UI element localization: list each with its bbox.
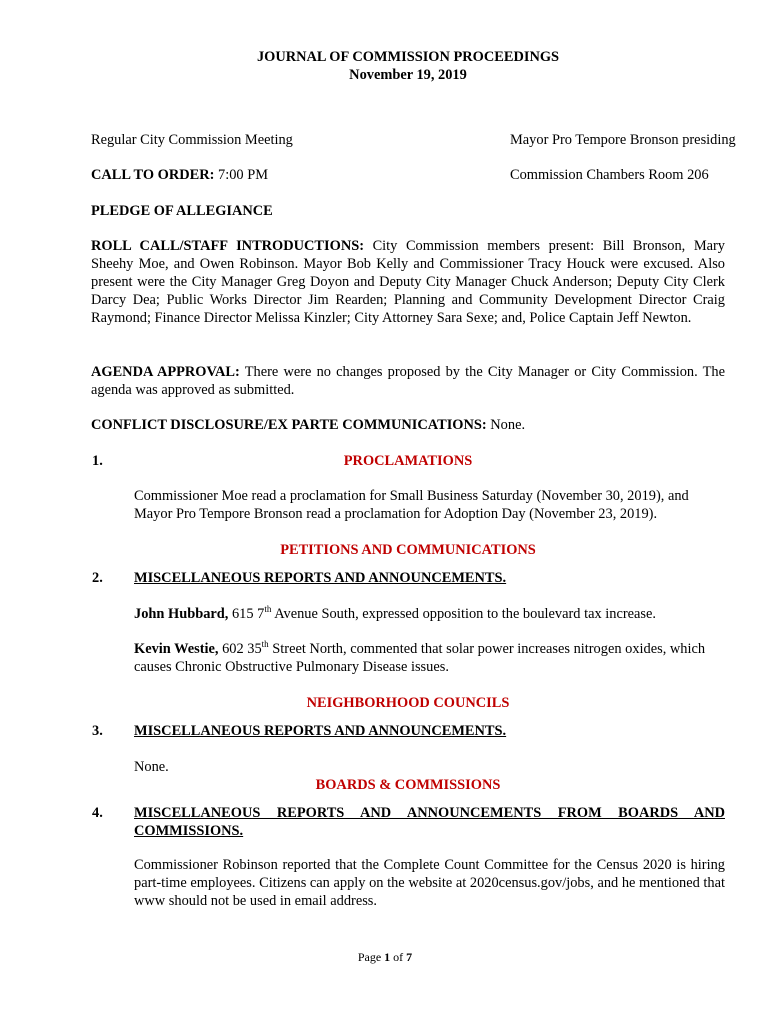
call-to-order-label: CALL TO ORDER: <box>91 167 215 183</box>
item-2-number: 2. <box>92 570 103 586</box>
speaker-address-hubbard: 615 7 <box>228 606 265 622</box>
journal-title: JOURNAL OF COMMISSION PROCEEDINGS <box>256 49 560 65</box>
item-4-title: MISCELLANEOUS REPORTS AND ANNOUNCEMENTS FROM BOARDS AND COMMISSIONS. <box>134 805 725 839</box>
page-of-label: of <box>390 950 407 964</box>
ordinal-suffix: th <box>264 604 272 615</box>
item-4-text: Commissioner Robinson reported that the Complete Count Committee for the Census 2020 is hiring part-time employees. Citizens can apply on the website at 2020census.gov/jobs, and he mentioned that www should not be used in email address. <box>134 857 725 909</box>
conflict-disclosure <box>91 416 725 434</box>
conflict-text: None. <box>486 417 526 433</box>
proclamations-text: Commissioner Moe read a proclamation for Small Business Saturday (November 30, 2019), and Mayor Pro Tempore Bronson read a proclamation for Adoption Day (November 23, 2019). <box>134 488 689 522</box>
proclamations-heading: PROCLAMATIONS <box>343 453 473 469</box>
conflict-label: CONFLICT DISCLOSURE/EX PARTE COMMUNICATIONS: <box>91 417 487 433</box>
agenda-approval-text: There were no changes proposed by the City Manager or City Commission. The agenda was approved as submitted. <box>91 364 725 398</box>
current-page: 1 <box>384 950 391 964</box>
speaker-name-hubbard: John Hubbard, <box>134 606 229 622</box>
boards-commissions-heading: BOARDS & COMMISSIONS <box>315 777 501 793</box>
speaker-name-westie: Kevin Westie, <box>134 641 219 657</box>
roll-call-label: ROLL CALL/STAFF INTRODUCTIONS: <box>91 238 365 254</box>
speaker-comment-westie: Street North, commented that solar power increases nitrogen oxides, which causes Chronic Obstructive Pulmonary Disease issues. <box>134 641 706 675</box>
item-3-title: MISCELLANEOUS REPORTS AND ANNOUNCEMENTS. <box>134 723 507 739</box>
page-number <box>0 948 770 966</box>
total-pages: 7 <box>406 950 413 964</box>
pledge-heading: PLEDGE OF ALLEGIANCE <box>91 203 273 219</box>
call-to-order-time: 7:00 PM <box>214 167 269 183</box>
speaker-comment-hubbard: Avenue South, expressed opposition to the boulevard tax increase. <box>271 606 656 622</box>
ordinal-suffix: th <box>261 639 269 650</box>
speaker-entry-hubbard <box>134 605 725 623</box>
neighborhood-councils-heading: NEIGHBORHOOD COUNCILS <box>306 695 510 711</box>
item-1-number: 1. <box>92 453 103 469</box>
item-3-number: 3. <box>92 723 103 739</box>
agenda-approval-paragraph <box>91 363 725 399</box>
speaker-entry-westie <box>134 640 725 676</box>
item-4-number: 4. <box>92 805 103 821</box>
item-3-text: None. <box>134 759 169 775</box>
roll-call-paragraph <box>91 237 725 327</box>
presiding-officer: Mayor Pro Tempore Bronson presiding <box>510 132 736 148</box>
agenda-approval-label: AGENDA APPROVAL: <box>91 364 240 380</box>
page-label: Page <box>357 950 385 964</box>
document-title <box>91 48 725 84</box>
meeting-location: Commission Chambers Room 206 <box>510 167 709 183</box>
roll-call-text: City Commission members present: Bill Bronson, Mary Sheehy Moe, and Owen Robinson. Mayor Bob Kelly and Commissioner Tracy Houck were excused. Also present were the City Manager Greg Doyon and Deputy City Manager Chuck Anderson; Deputy City Clerk Darcy Dea; Public Works Director Jim Rearden; Planning and Community Development Director Craig Raymond; Finance Director Melissa Kinzler; City Attorney Sara Sexe; and, Police Captain Jeff Newton. <box>91 238 725 326</box>
journal-date: November 19, 2019 <box>349 67 467 83</box>
meeting-type: Regular City Commission Meeting <box>91 132 293 148</box>
speaker-address-westie: 602 35 <box>218 641 262 657</box>
petitions-heading: PETITIONS AND COMMUNICATIONS <box>280 542 536 558</box>
item-2-title: MISCELLANEOUS REPORTS AND ANNOUNCEMENTS. <box>134 570 507 586</box>
